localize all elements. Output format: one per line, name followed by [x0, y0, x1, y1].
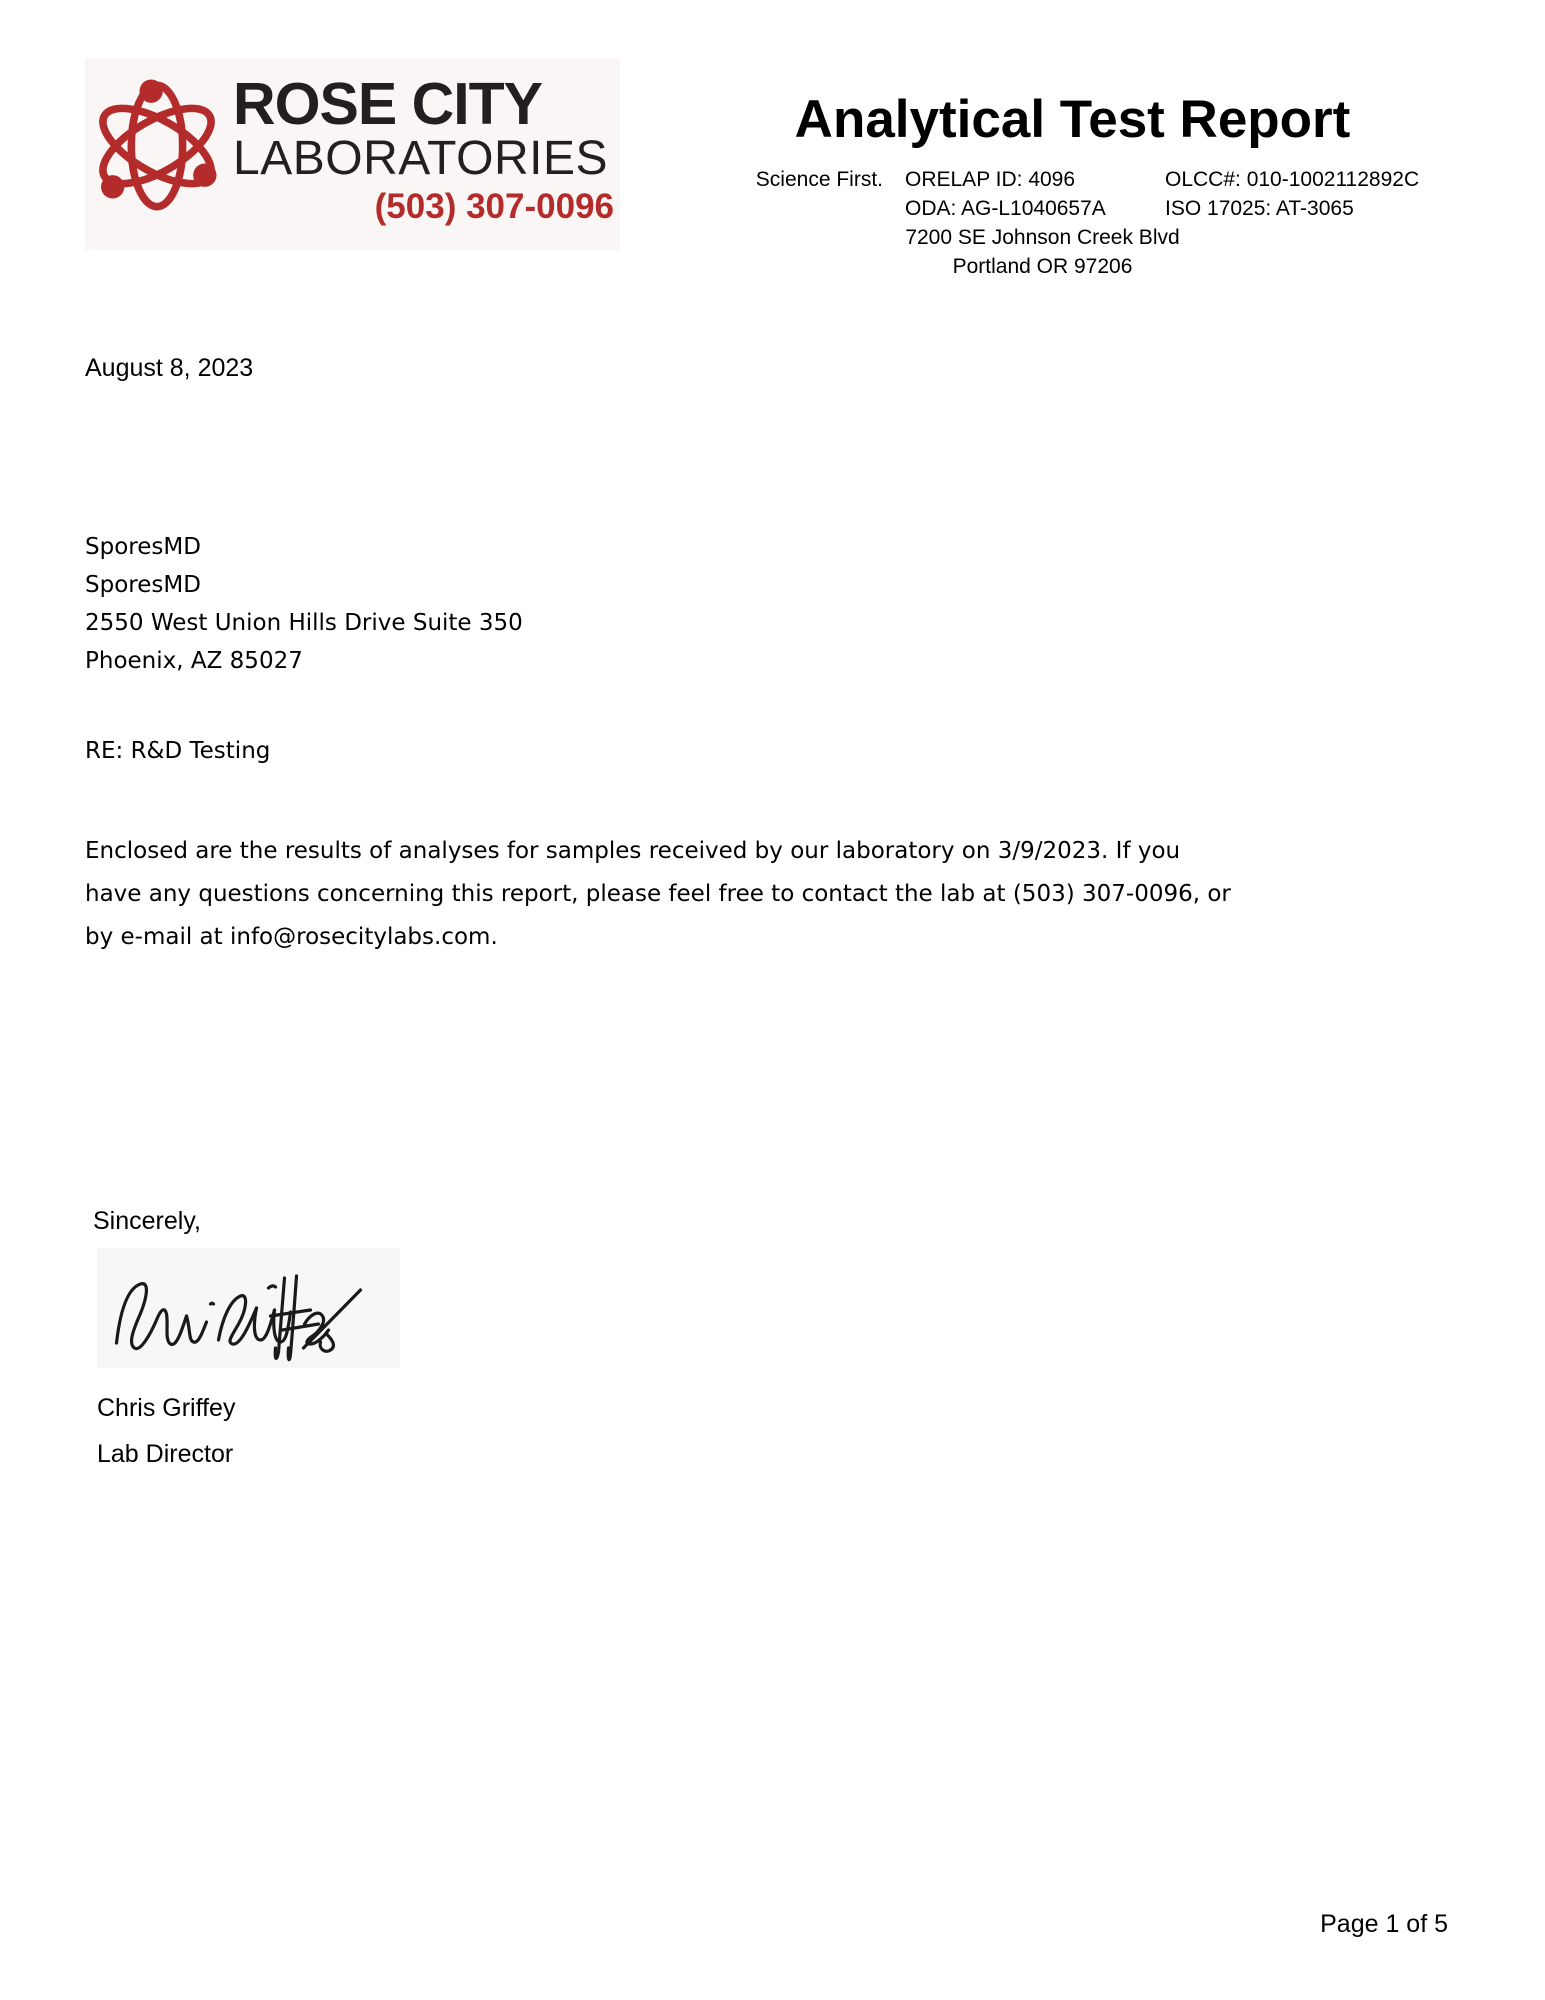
- company-logo: [85, 58, 620, 250]
- signer-name: Chris Griffey: [97, 1394, 236, 1422]
- page-number-label: Page 1 of 5: [1320, 1910, 1448, 1938]
- lab-address-line-2: Portland OR 97206: [952, 255, 1133, 278]
- logo-company-name-line1: ROSE CITY: [233, 71, 542, 137]
- credentials-row-1: [700, 165, 1445, 194]
- subject-line: RE: R&D Testing: [85, 738, 271, 764]
- page-title: Analytical Test Report: [794, 90, 1351, 149]
- orelap-id: ORELAP ID: 4096: [905, 168, 1076, 191]
- olcc-number: OLCC#: 010-1002112892C: [1165, 168, 1420, 191]
- letter-paragraph-line-3: by e-mail at info@rosecitylabs.com.: [85, 924, 498, 950]
- lab-address-line-1: 7200 SE Johnson Creek Blvd: [905, 226, 1180, 249]
- letter-paragraph-line-1: Enclosed are the results of analyses for samples received by our laboratory on 3/9/2023. If you: [85, 838, 1181, 864]
- report-header: [0, 0, 1545, 300]
- recipient-line-2: SporesMD: [85, 572, 201, 598]
- signature-image: [97, 1248, 400, 1368]
- iso-number: ISO 17025: AT-3065: [1165, 197, 1354, 220]
- letter-date: August 8, 2023: [85, 354, 254, 382]
- logo-company-name-line2: LABORATORIES: [233, 132, 608, 185]
- recipient-line-3: 2550 West Union Hills Drive Suite 350: [85, 610, 523, 636]
- signer-title: Lab Director: [97, 1440, 234, 1468]
- tagline: Science First.: [755, 168, 883, 191]
- oda-number: ODA: AG-L1040657A: [905, 197, 1106, 220]
- recipient-line-4: Phoenix, AZ 85027: [85, 648, 303, 674]
- credentials-row-2: [700, 194, 1445, 223]
- atom-icon: [87, 66, 227, 226]
- recipient-line-1: SporesMD: [85, 534, 201, 560]
- page-footer: [0, 1908, 1545, 1940]
- logo-phone-number: (503) 307-0096: [374, 187, 614, 226]
- credentials-block: [700, 165, 1445, 281]
- closing-salutation: Sincerely,: [93, 1207, 201, 1235]
- letter-paragraph: [85, 830, 1245, 959]
- letter-paragraph-line-2: have any questions concerning this report, please feel free to contact the lab at (503) 307-0096, or: [85, 881, 1231, 907]
- recipient-address: [85, 528, 523, 680]
